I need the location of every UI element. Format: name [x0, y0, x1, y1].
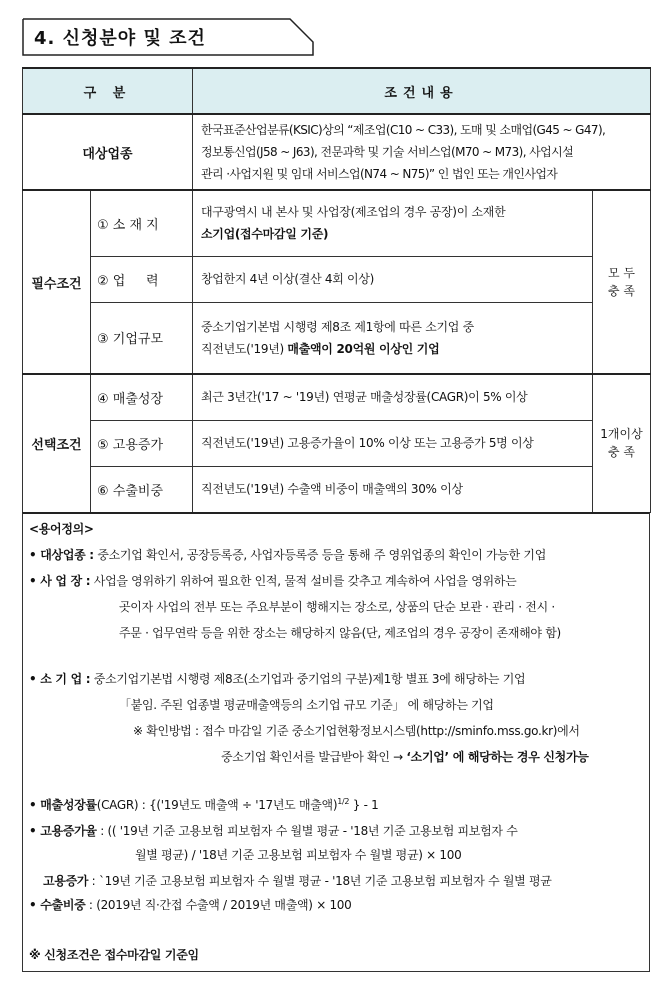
target-line-3: 관리 ·사업지원 및 임대 서비스업(N74 ~ N75)” 인 법인 또는 개인사업자: [201, 167, 558, 181]
target-line-1: 한국표준산업분류(KSIC)상의 “제조업(C10 ~ C33), 도매 및 소매업(G45 ~ G47),: [201, 123, 606, 137]
section-title-tab: [22, 18, 314, 56]
def-cagr: [29, 796, 378, 813]
def-industry-term: 대상업종 :: [40, 548, 94, 562]
optional-item-sales-text: 최근 3년간('17 ~ '19년) 연평균 매출성장률(CAGR)이 5% 이상: [193, 374, 593, 420]
def-cagr-tail: } - 1: [349, 798, 379, 812]
def-site-line-2: 곳이자 사업의 전부 또는 주요부분이 행해지는 장소로, 상품의 단순 보관 · 관리 · 전시 ·: [119, 600, 555, 614]
size-line-2-plain: 직전년도('19년): [201, 341, 288, 356]
def-cagr-exponent: 1/2: [337, 797, 350, 806]
required-item-size-name: ③ 기업규모: [91, 302, 193, 374]
def-site-line-3: 주문 · 업무연락 등을 위한 장소는 해당하지 않음(단, 제조업의 경우 공장이 존재해야 함): [119, 626, 561, 640]
required-item-size-text: [193, 302, 593, 374]
header-group: 구 분: [23, 68, 193, 114]
definitions-header: <용어정의>: [29, 522, 94, 536]
size-line-1: 중소기업기본법 시행령 제8조 제1항에 따른 소기업 중: [201, 319, 474, 334]
check-line-2-bold: ‘소기업’ 에 해당하는 경우 신청가능: [406, 750, 589, 764]
header-conditions: 조건내용: [193, 68, 651, 114]
required-item-location-text: [193, 190, 593, 256]
def-emp-rate-line-1: : (( '19년 기준 고용보험 피보험자 수 월별 평균 - '18년 기준 고용보험 피보험자 수: [96, 824, 518, 838]
table-row-optional-export: [23, 466, 651, 512]
check-line-2-plain: 중소기업 확인서를 발급받아 확인 →: [221, 750, 407, 764]
optional-item-employment-name: ⑤ 고용증가: [91, 420, 193, 466]
def-small: [29, 670, 525, 687]
def-emp-rate-bullet: •: [29, 824, 41, 838]
def-industry-text: 중소기업 확인서, 공장등록증, 사업자등록증 등을 통해 주 영위업종의 확인이 가능한 기업: [97, 548, 547, 562]
table-row-optional-employment: [23, 420, 651, 466]
def-check-line-1: ※ 확인방법 : 접수 마감일 기준 중소기업현황정보시스템(http://sminfo.mss.go.kr)에서: [133, 724, 580, 738]
def-cagr-bullet: •: [29, 798, 41, 812]
optional-item-sales-name: ④ 매출성장: [91, 374, 193, 420]
location-line-1: 대구광역시 내 본사 및 사업장(제조업의 경우 공장)이 소재한: [201, 205, 506, 220]
conditions-table: [22, 67, 651, 513]
optional-note-line-1: 1개이상: [600, 427, 643, 442]
required-note-line-2: 충 족: [608, 284, 635, 298]
table-header-row: [23, 68, 651, 114]
def-small-bullet: •: [29, 672, 41, 686]
target-industry-label: 대상업종: [23, 114, 193, 190]
footnote: ※ 신청조건은 접수마감일 기준임: [29, 948, 199, 962]
def-small-line-1: 중소기업기본법 시행령 제8조(소기업과 중기업의 구분)제1항 별표 3에 해당하는 기업: [93, 672, 526, 686]
def-industry: [29, 546, 546, 563]
required-label: 필수조건: [23, 190, 91, 374]
def-export-term: 수출비중: [40, 898, 86, 912]
def-small-line-2: 「붙임. 주된 업종별 평균매출액등의 소기업 규모 기준」 에 해당하는 기업: [119, 698, 494, 712]
def-export: [29, 896, 351, 913]
def-site-bullet: •: [29, 574, 41, 588]
def-emp-rate: [29, 822, 518, 839]
def-emp-inc: [43, 872, 552, 889]
optional-note-line-2: 충 족: [608, 445, 635, 460]
def-emp-inc-text: : `19년 기준 고용보험 피보험자 수 월별 평균 - '18년 기준 고용보험 피보험자 수 월별 평균: [88, 874, 552, 888]
def-export-bullet: •: [29, 898, 41, 912]
def-export-text: : (2019년 직·간접 수출액 / 2019년 매출액) × 100: [85, 898, 352, 912]
required-note-line-1: 모 두: [608, 266, 635, 280]
def-site-term: 사 업 장 :: [40, 574, 91, 588]
def-check-line-2: [221, 748, 589, 765]
table-row-optional-sales: [23, 374, 651, 420]
optional-note: [593, 374, 651, 512]
def-industry-bullet: •: [29, 548, 41, 562]
required-item-location-name: ① 소 재 지: [91, 190, 193, 256]
table-row-required-location: [23, 190, 651, 256]
required-note: [593, 190, 651, 374]
def-emp-inc-term: 고용증가: [43, 874, 89, 888]
def-cagr-text: (CAGR) : {('19년도 매출액 ÷ '17년도 매출액): [96, 798, 338, 812]
table-row-required-history: [23, 256, 651, 302]
def-emp-rate-term: 고용증가율: [40, 824, 97, 838]
target-industry-text: [193, 114, 651, 190]
section-title: 4. 신청분야 및 조건: [34, 28, 206, 49]
def-site-line-1: 사업을 영위하기 위하여 필요한 인적, 물적 설비를 갖추고 계속하여 사업을 영위하는: [93, 574, 517, 588]
target-line-2: 정보통신업(J58 ~ J63), 전문과학 및 기술 서비스업(M70 ~ M73), 사업시설: [201, 145, 574, 159]
def-emp-rate-line-2: 월별 평균) / '18년 기준 고용보험 피보험자 수 월별 평균) × 100: [135, 848, 462, 862]
location-line-2: 소기업(접수마감일 기준): [201, 227, 329, 242]
required-item-history-name: ② 업 력: [91, 256, 193, 302]
def-site: [29, 572, 516, 589]
table-row-required-size: [23, 302, 651, 374]
def-small-term: 소 기 업 :: [40, 672, 91, 686]
optional-item-export-text: 직전년도('19년) 수출액 비중이 매출액의 30% 이상: [193, 466, 593, 512]
def-cagr-term: 매출성장률: [40, 798, 97, 812]
optional-item-employment-text: 직전년도('19년) 고용증가율이 10% 이상 또는 고용증가 5명 이상: [193, 420, 593, 466]
required-item-history-text: 창업한지 4년 이상(결산 4회 이상): [193, 256, 593, 302]
optional-item-export-name: ⑥ 수출비중: [91, 466, 193, 512]
table-row-target-industry: [23, 114, 651, 190]
size-line-2-bold: 매출액이 20억원 이상인 기업: [287, 341, 440, 356]
size-line-2: [201, 338, 584, 360]
definitions-box: [22, 512, 650, 972]
optional-label: 선택조건: [23, 374, 91, 512]
